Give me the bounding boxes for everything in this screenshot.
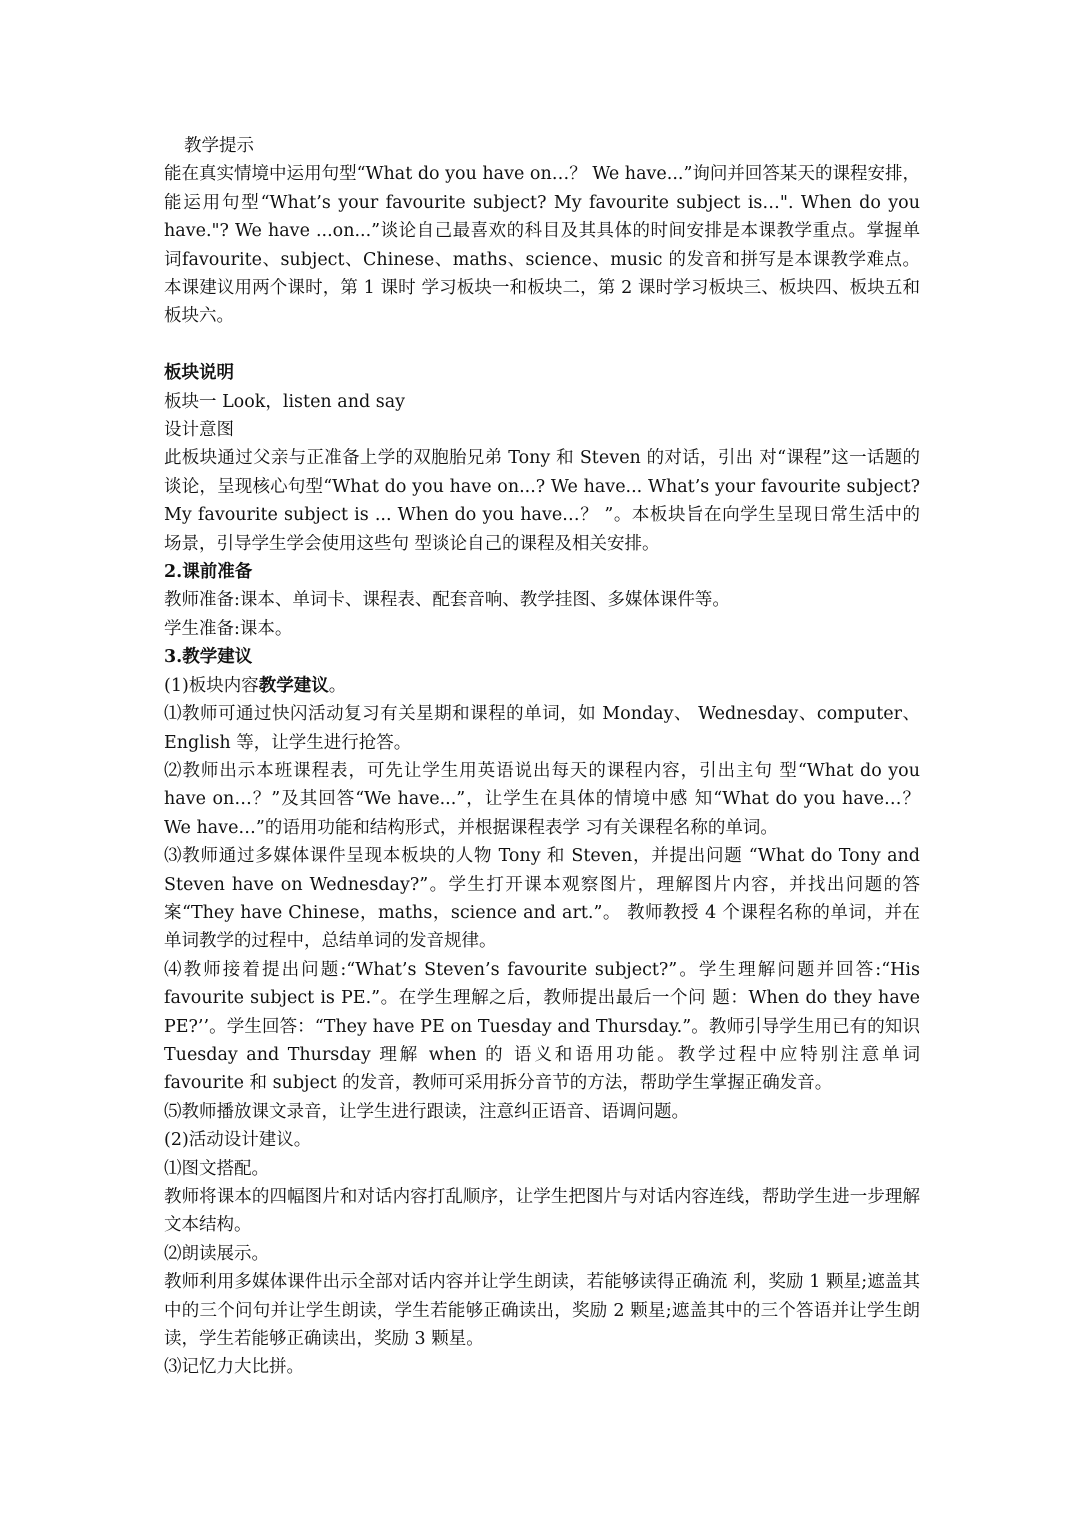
section-heading: 板块说明 [164,363,234,384]
step-5: ⑸教师播放课文录音，让学生进行跟读，注意纠正语音、语调问题。 [164,1101,689,1122]
design-paragraph: 此板块通过父亲与正准备上学的双胞胎兄弟 Tony 和 Steven 的对话，引出 对“课程”这一话题的谈论，呈现核心句型“What do you have on...? We have... What’s your favourite subject? My favourite subject is ... When do you have…？ ”。本板块旨在向学生呈现日常生活中的场景，引导学生学会使用这些句 型谈论自己的课程及相关安排。 [164,448,920,554]
design-heading: 设计意图 [164,420,234,441]
document-page [164,132,920,1382]
step-3: ⑶教师通过多媒体课件呈现本板块的人物 Tony 和 Steven，并提出问题 “What do Tony and Steven have on Wednesday?”。学生打开课本观察图片，理解图片内容，并找出问题的答案“They have Chinese，maths，science and art.”。 教师教授 4 个课程名称的单词，并在单词教学的过程中，总结单词的发音规律。 [164,846,920,952]
activity-2-title: ⑵朗读展示。 [164,1243,269,1264]
activity-heading: (2)活动设计建议。 [164,1130,312,1151]
content-subheading-c: 。 [328,675,347,696]
activity-1-text: 教师将课本的四幅图片和对话内容打乱顺序，让学生把图片与对话内容连线，帮助学生进一步理解文本结构。 [164,1187,920,1236]
prep-teacher: 教师准备:课本、单词卡、课程表、配套音响、教学挂图、多媒体课件等。 [164,590,730,611]
content-subheading-a: (1)板块内容 [164,675,259,696]
content-subheading-b: 教学建议 [258,675,329,696]
activity-3-title: ⑶记忆力大比拼。 [164,1357,304,1378]
tips-paragraph: 能在真实情境中运用句型“What do you have on…？ We have...”询问并回答某天的课程安排，能运用句型“What’s your favourite subject? My favourite subject is…". When do you have."? We have ...on...”谈论自己最喜欢的科目及其具体的时间安排是本课教学重点。掌握单词favourite、subject、Chinese、maths、science、music 的发音和拼写是本课教学难点。本课建议用两个课时，第 1 课时 学习板块一和板块二，第 2 课时学习板块三、板块四、板块五和板块六。 [164,164,920,327]
content-subheading [164,672,920,700]
activity-2-text: 教师利用多媒体课件出示全部对话内容并让学生朗读，若能够读得正确流 利，奖励 1 颗星;遮盖其中的三个问句并让学生朗读，学生若能够正确读出，奖励 2 颗星;遮盖其中的三个答语并让学生朗读，学生若能够正确读出，奖励 3 颗星。 [164,1272,920,1350]
blank-line [164,331,920,359]
step-4: ⑷教师接着提出问题:“What’s Steven’s favourite subject?”。学生理解问题并回答:“His favourite subject is PE.”。在学生理解之后，教师提出最后一个问 题：When do they have PE?’’。学生回答：“They have PE on Tuesday and Thursday.”。教师引导学生用已有的知识 Tuesday and Thursday 理解 when 的 语义和语用功能。教学过程中应特别注意单词 favourite 和 subject 的发音，教师可采用拆分音节的方法，帮助学生掌握正确发音。 [164,959,920,1094]
suggest-heading: 3.教学建议 [164,647,253,668]
tips-heading: 教学提示 [184,136,254,156]
prep-student: 学生准备:课本。 [164,618,293,639]
prep-heading: 2.课前准备 [164,562,253,583]
block1-title: 板块一 Look，listen and say [164,391,406,412]
step-1: ⑴教师可通过快闪活动复习有关星期和课程的单词，如 Monday、 Wednesday、computer、English 等，让学生进行抢答。 [164,704,920,753]
step-2: ⑵教师出示本班课程表，可先让学生用英语说出每天的课程内容，引出主句 型“What do you have on…？”及其回答“We have...”，让学生在具体的情境中感 知“What do you have…？ We have…”的语用功能和结构形式，并根据课程表学 习有关课程名称的单词。 [164,760,920,838]
activity-1-title: ⑴图文搭配。 [164,1158,269,1179]
